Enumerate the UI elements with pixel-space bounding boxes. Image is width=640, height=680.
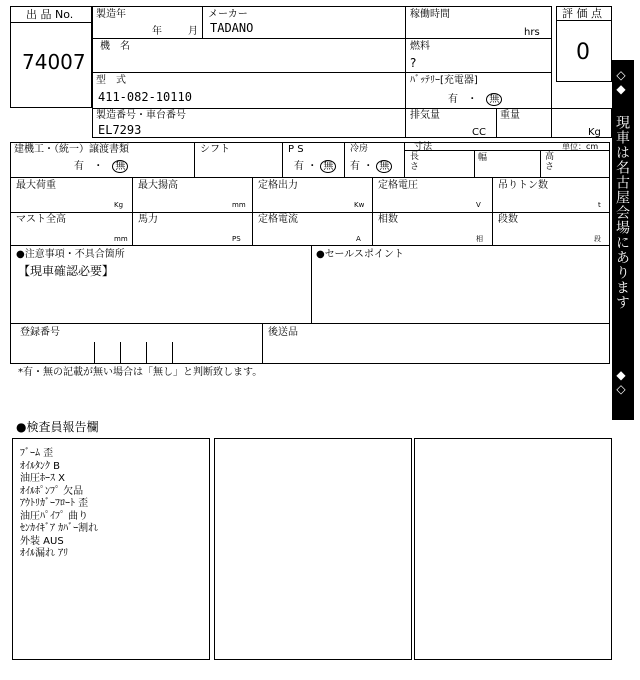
inspector-line: ｵｲﾙ漏れ ｱﾘ [20, 548, 69, 559]
shift-label: シフト [200, 144, 230, 155]
rating-value: 0 [576, 40, 590, 65]
rated-voltage-unit: V [476, 201, 481, 209]
inspector-lines [20, 444, 98, 557]
sidebar-top-marks: ◇◆ [614, 68, 628, 96]
hours-unit: hrs [524, 27, 540, 38]
ps-yes: 有 [294, 161, 304, 172]
inspector-line: ｵｲﾙﾀﾝｸ B [20, 460, 61, 472]
transfer-doc-label: 建機工・（統一）譲渡書類 [14, 144, 129, 155]
aircon-dot: ・ [363, 161, 374, 172]
rated-output-unit: Kw [354, 201, 365, 209]
inspector-label: ●検査員報告欄 [16, 420, 99, 434]
item-no-label: 出 品 No. [26, 8, 74, 21]
dimensions-unit-note: 単位：cm [562, 142, 599, 151]
max-lift-label: 最大揚高 [138, 180, 178, 191]
battery-yes: 有 [448, 94, 458, 105]
sales-label: ●セールスポイント [316, 249, 404, 260]
transfer-doc-no: 無 [112, 160, 128, 173]
ps-no: 無 [320, 160, 336, 173]
rated-output-label: 定格出力 [258, 180, 298, 191]
registration-box [10, 324, 610, 364]
weight-box [551, 108, 612, 138]
max-load-label: 最大荷重 [16, 180, 56, 191]
dimensions-length: 長 さ [410, 152, 420, 172]
stages-unit: 段 [594, 235, 601, 243]
battery-dot: ・ [467, 94, 478, 105]
footnote: *有・無の記載が無い場合は「無し」と判断致します。 [18, 367, 263, 378]
horsepower-unit: PS [232, 235, 241, 243]
inspector-line: 油圧ﾊﾟｲﾌﾟ 曲り [20, 510, 89, 522]
sidebar-bottom-marks: ◆◇ [614, 368, 628, 396]
dimensions-label: 寸法 [414, 142, 433, 152]
rating-label: 評 価 点 [562, 7, 602, 20]
battery-options [448, 93, 502, 106]
inspector-box-2 [214, 438, 412, 660]
shipping-label: 後送品 [268, 327, 298, 338]
mast-height-unit: mm [114, 235, 128, 243]
inspector-line: ｾﾝｶｲｷﾞｱ ｶﾊﾞｰ割れ [20, 523, 99, 534]
notes-label: ●注意事項・不具合箇所 [16, 249, 125, 260]
month-unit: 月 [188, 26, 198, 37]
transfer-doc-dot: ・ [93, 161, 104, 172]
horsepower-label: 馬力 [138, 214, 158, 225]
serial-value: EL7293 [98, 123, 142, 137]
transfer-doc-options [74, 160, 128, 173]
rated-current-label: 定格電流 [258, 214, 298, 225]
displacement-label: 排気量 [410, 110, 440, 121]
inspector-box-3 [414, 438, 612, 660]
registration-label: 登録番号 [20, 327, 60, 338]
stages-label: 段数 [498, 214, 518, 225]
phases-unit: 相 [476, 235, 483, 243]
max-lift-unit: mm [232, 201, 246, 209]
rated-current-unit: A [356, 235, 361, 243]
dimensions-height: 高 さ [545, 152, 555, 172]
battery-no: 無 [486, 93, 502, 106]
aircon-options [350, 160, 392, 173]
ps-options [294, 160, 336, 173]
maker-label: メーカー [208, 9, 248, 20]
rated-voltage-label: 定格電圧 [378, 180, 418, 191]
aircon-no: 無 [376, 160, 392, 173]
aircon-yes: 有 [350, 161, 360, 172]
weight-unit: Kg [588, 127, 601, 138]
mast-height-label: マスト全高 [16, 214, 66, 225]
hours-label: 稼働時間 [410, 9, 450, 20]
battery-label: ﾊﾞｯﾃﾘｰ[充電器] [410, 75, 478, 86]
item-no-value: 74007 [22, 50, 86, 74]
weight-label: 重量 [500, 110, 520, 121]
max-load-unit: Kg [114, 201, 124, 209]
model-name-label: 機 名 [100, 41, 130, 52]
crane-tons-label: 吊りトン数 [498, 180, 548, 191]
type-label: 型 式 [96, 75, 126, 86]
aircon-label: 冷房 [350, 144, 369, 154]
inspector-line: 外装 AUS [20, 535, 64, 547]
year-label: 製造年 [96, 9, 126, 20]
dimensions-width: 幅 [478, 153, 488, 163]
ps-label: P S [288, 144, 304, 155]
maker-value: TADANO [210, 21, 254, 35]
fuel-value: ? [410, 56, 417, 70]
inspector-line: ｵｲﾙﾎﾟﾝﾌﾟ 欠品 [20, 485, 84, 497]
inspector-line: 油圧ﾎｰｽ X [20, 473, 66, 484]
type-value: 411-082-10110 [98, 90, 192, 104]
displacement-unit: CC [472, 127, 486, 138]
inspector-line: ｱｳﾄﾘｶﾞｰﾌﾛｰﾄ 歪 [20, 498, 89, 509]
notes-value: 【現車確認必要】 [18, 264, 115, 278]
ps-dot: ・ [307, 161, 318, 172]
fuel-label: 燃料 [410, 41, 430, 52]
serial-label: 製造番号・車台番号 [96, 110, 186, 121]
transfer-doc-yes: 有 [74, 161, 84, 172]
sidebar-text: 現車は名古屋会場にあります [614, 115, 630, 310]
inspector-line: ﾌﾞｰﾑ 歪 [20, 448, 54, 459]
phases-label: 相数 [378, 214, 398, 225]
crane-tons-unit: t [598, 201, 601, 209]
year-unit: 年 [152, 26, 162, 37]
